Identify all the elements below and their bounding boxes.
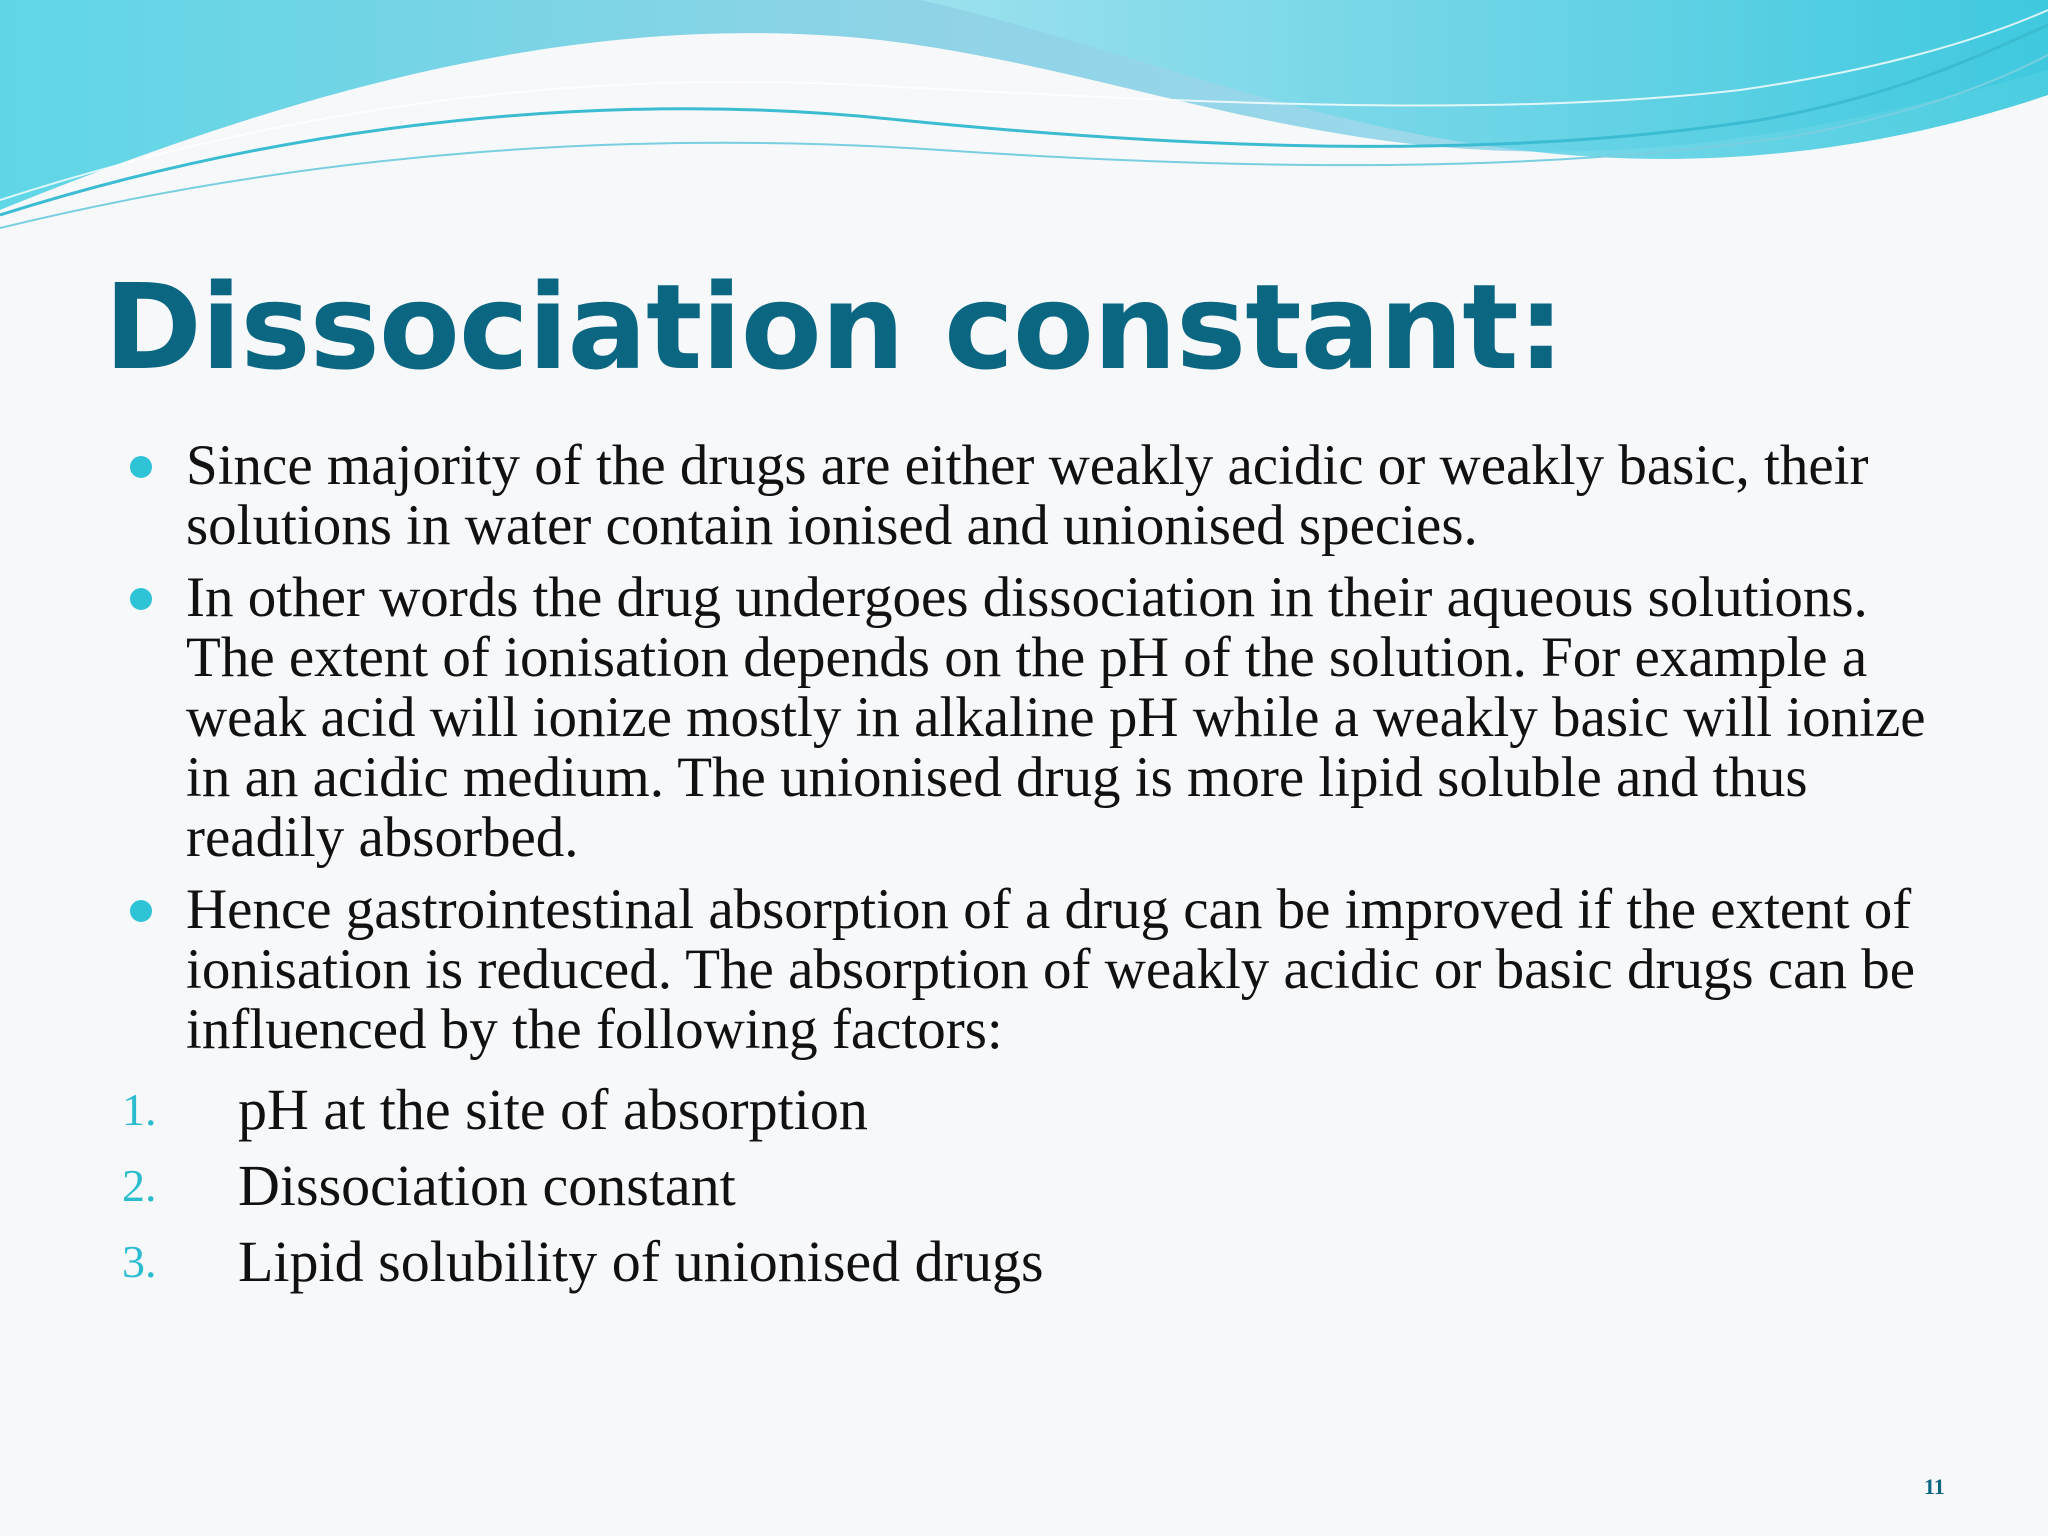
numbered-item (122, 1148, 1948, 1224)
bullet-icon (130, 588, 152, 610)
numbered-text: Dissociation constant (238, 1153, 736, 1218)
bullet-text: Hence gastrointestinal absorption of a drug can be improved if the extent of ionisation is reduced. The absorption of weakly acidic or basic drugs can be influenced by the following factors: (186, 878, 1916, 1061)
bullet-icon (130, 456, 152, 478)
numbered-text: Lipid solubility of unionised drugs (238, 1229, 1044, 1294)
bullet-text: Since majority of the drugs are either weakly acidic or weakly basic, their solutions in water contain ionised and unionised species. (186, 434, 1869, 557)
item-number: 1. (122, 1084, 157, 1135)
numbered-text: pH at the site of absorption (238, 1077, 868, 1142)
bullet-text: In other words the drug undergoes dissociation in their aqueous solutions. The extent of ionisation depends on the pH of the solution. For example a weak acid will ionize mostly in alkaline pH while a weakly basic will ionize in an acidic medium. The unionised drug is more lipid soluble and thus readily absorbed. (186, 566, 1926, 869)
slide-body (122, 434, 1948, 1300)
bullet-item (128, 436, 1948, 556)
header-wave-decoration (0, 0, 2048, 240)
bullet-item (128, 568, 1948, 868)
bullet-icon (130, 900, 152, 922)
item-number: 2. (122, 1160, 157, 1211)
item-number: 3. (122, 1236, 157, 1287)
numbered-item (122, 1072, 1948, 1148)
numbered-item (122, 1224, 1948, 1300)
bullet-item (128, 880, 1948, 1060)
page-number: 11 (1924, 1474, 1945, 1499)
slide-title: Dissociation constant: (104, 258, 1564, 396)
